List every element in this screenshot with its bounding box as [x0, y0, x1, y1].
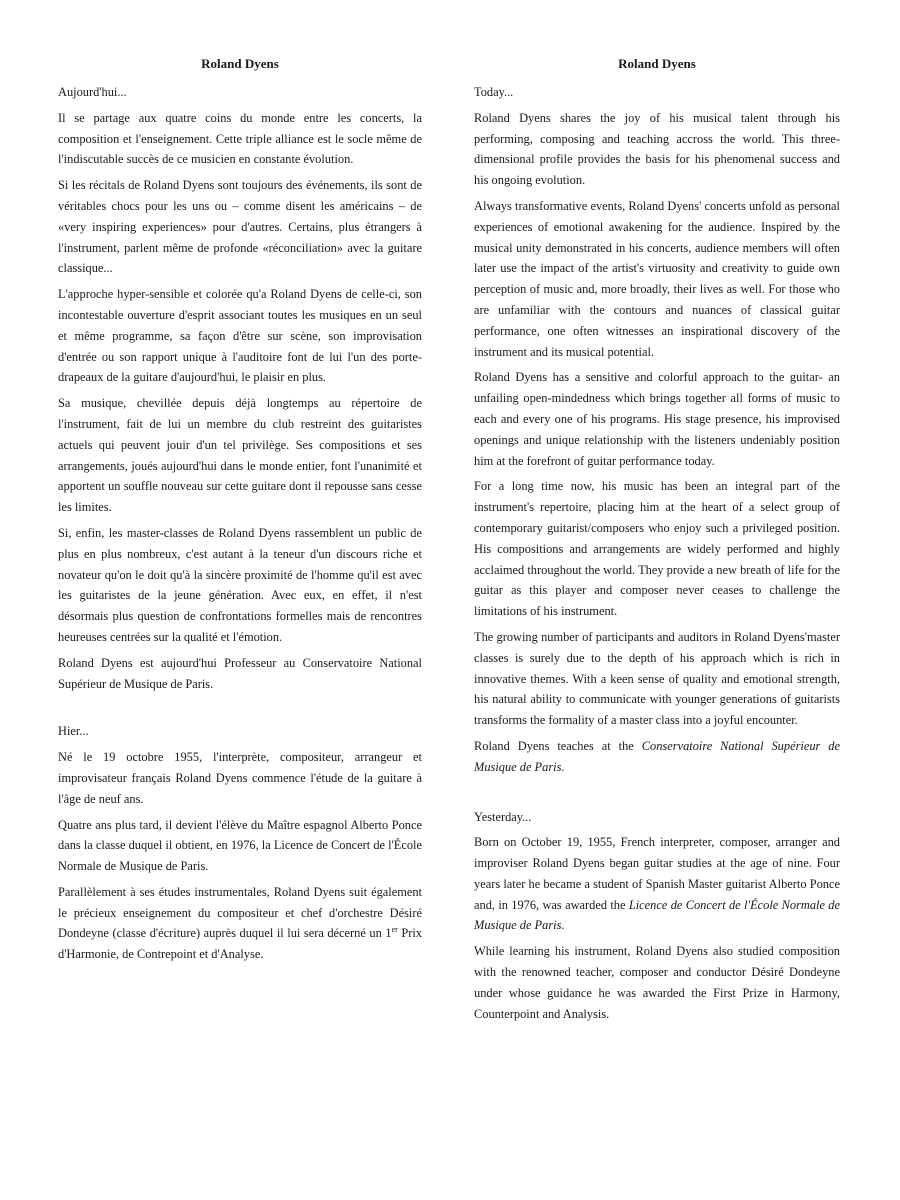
french-paragraph: Sa musique, chevillée depuis déjà longtemps au répertoire de l'instrument, fait de lui un membre du club restreint des guitaristes actuels qui peuvent jouir d'un tel privilège. Ses compositions et ses arrangements, joués aujourd'hui dans le monde entier, font l'unanimité et apportent un souffle nouveau sur cette guitare dont il repousse sans cesse les limites. — [58, 396, 422, 515]
english-paragraph: Always transformative events, Roland Dyens' concerts unfold as personal experiences of emotional awakening for the audience. Inspired by the musical unity demonstrated in his concerts, audience members will often later use the impact of the artist's virtuosity and creativity to guide own perception of music and, more broadly, their lives as well. For those who are unfamiliar with the contours and nuances of classical guitar performance, one often witnesses an inspirational discovery of the instrument and its musical potential. — [474, 198, 840, 359]
english-paragraph: Roland Dyens has a sensitive and colorful approach to the guitar- an unfailing open-mindedness which brings together all forms of music to each and every one of his programs. His stage presence, his improvised openings and unique relationship with the listeners undeniably position him at the forefront of guitar performance today. — [474, 370, 840, 468]
french-paragraph: Quatre ans plus tard, il devient l'élève du Maître espagnol Alberto Ponce dans la classe duquel il obtient, en 1976, la Licence de Concert de l'École Normale de Musique de Paris. — [58, 817, 422, 874]
french-today-heading: Aujourd'hui... — [58, 85, 127, 99]
french-paragraph: Il se partage aux quatre coins du monde entre les concerts, la composition et l'enseignement. Cette triple alliance est le socle même de l'indiscutable succès de ce musicien en constante évolution. — [58, 110, 422, 167]
english-paragraph-last: While learning his instrument, Roland Dyens also studied composition with the renowned teacher, composer and conductor Désiré Dondeyne under whose guidance he was awarded the First Prize in Harmony, Counterpoint and Analysis. — [474, 944, 840, 1021]
english-paragraph: For a long time now, his music has been an integral part of the instrument's repertoire, placing him at the heart of a select group of contemporary guitarist/composers who enjoy such a privileged position. His compositions and arrangements are widely performed and highly acclaimed throughout the world. They provide a new breath of life for the guitar as this player and composer never ceases to challenge the limitations of his instrument. — [474, 479, 840, 619]
english-paragraph: Roland Dyens shares the joy of his musical talent through his performing, composing and teaching accross the world. This three-dimensional profile provides the basis for his phenomenal success and his ongoing evolution. — [474, 110, 840, 188]
french-paragraph: Si les récitals de Roland Dyens sont toujours des événements, ils sont de véritables chocs pour les uns ou – comme disent les américains – de «very inspiring experiences» pour d'autres. Certains, plus étrangers à l'instrument, parlent même de profonde «réconciliation» avec la guitare classique... — [58, 178, 422, 276]
french-paragraph: Né le 19 octobre 1955, l'interprète, compositeur, arrangeur et improvisateur français Roland Dyens commence l'étude de la guitare à l'âge de neuf ans. — [58, 750, 422, 806]
english-paragraph: The growing number of participants and auditors in Roland Dyens'master classes is surely due to the depth of his approach which is rich in innovative themes. With a keen sense of quality and emotional strength, his natural ability to communicate with younger generations of guitarists transforms the formality of a master class into a joyful encounter. — [474, 629, 840, 728]
english-column — [474, 56, 840, 1029]
english-today-heading: Today... — [474, 85, 514, 99]
french-paragraph: L'approche hyper-sensible et colorée qu'a Roland Dyens de celle-ci, son incontestable ouverture d'esprit associant toutes les musiques en un seul et même programme, sa façon d'être sur scène, son improvisation d'entrée ou son rapport unique à l'auditoire font de lui l'un des porte-drapeaux de la guitare d'aujourd'hui, le plaisir en plus. — [58, 287, 422, 385]
french-paragraph: Si, enfin, les master-classes de Roland Dyens rassemblent un public de plus en plus nombreux, c'est autant à la teneur d'un discours riche et novateur qu'on le doit qu'à la sincère proximité de l'homme qu'il est avec les guitaristes de la jeune génération. Avec eux, en effet, il n'est désormais plus question de confrontations formelles mais de rencontres heureuses centrées sur la qualité et l'émotion. — [58, 525, 422, 644]
french-column — [58, 56, 422, 970]
french-title: Roland Dyens — [201, 56, 279, 71]
english-title: Roland Dyens — [618, 56, 696, 71]
french-paragraph: Roland Dyens est aujourd'hui Professeur au Conservatoire National Supérieur de Musique de Paris. — [58, 655, 422, 691]
english-yesterday-heading: Yesterday... — [474, 809, 532, 824]
french-yesterday-heading: Hier... — [58, 724, 89, 739]
english-born-paragraph: Born on October 19, 1955, French interpreter, composer, arranger and improviser Roland Dyens began guitar studies at the age of nine. Four years later he became a student of Spanish Master guitarist Alberto Ponce and, in 1976, was awarded the Licence de Concert de l'École Normale de Musique de Paris. — [474, 835, 840, 933]
french-paragraph-last: Parallèlement à ses études instrumentales, Roland Dyens suit également le précieux enseignement du compositeur et chef d'orchestre Désiré Dondeyne (classe d'écriture) auprès duquel il lui sera décerné un 1er Prix d'Harmonie, de Contrepoint et d'Analyse. — [58, 884, 422, 962]
english-teaches-paragraph: Roland Dyens teaches at the Conservatoire National Supérieur de Musique de Paris. — [474, 738, 840, 774]
